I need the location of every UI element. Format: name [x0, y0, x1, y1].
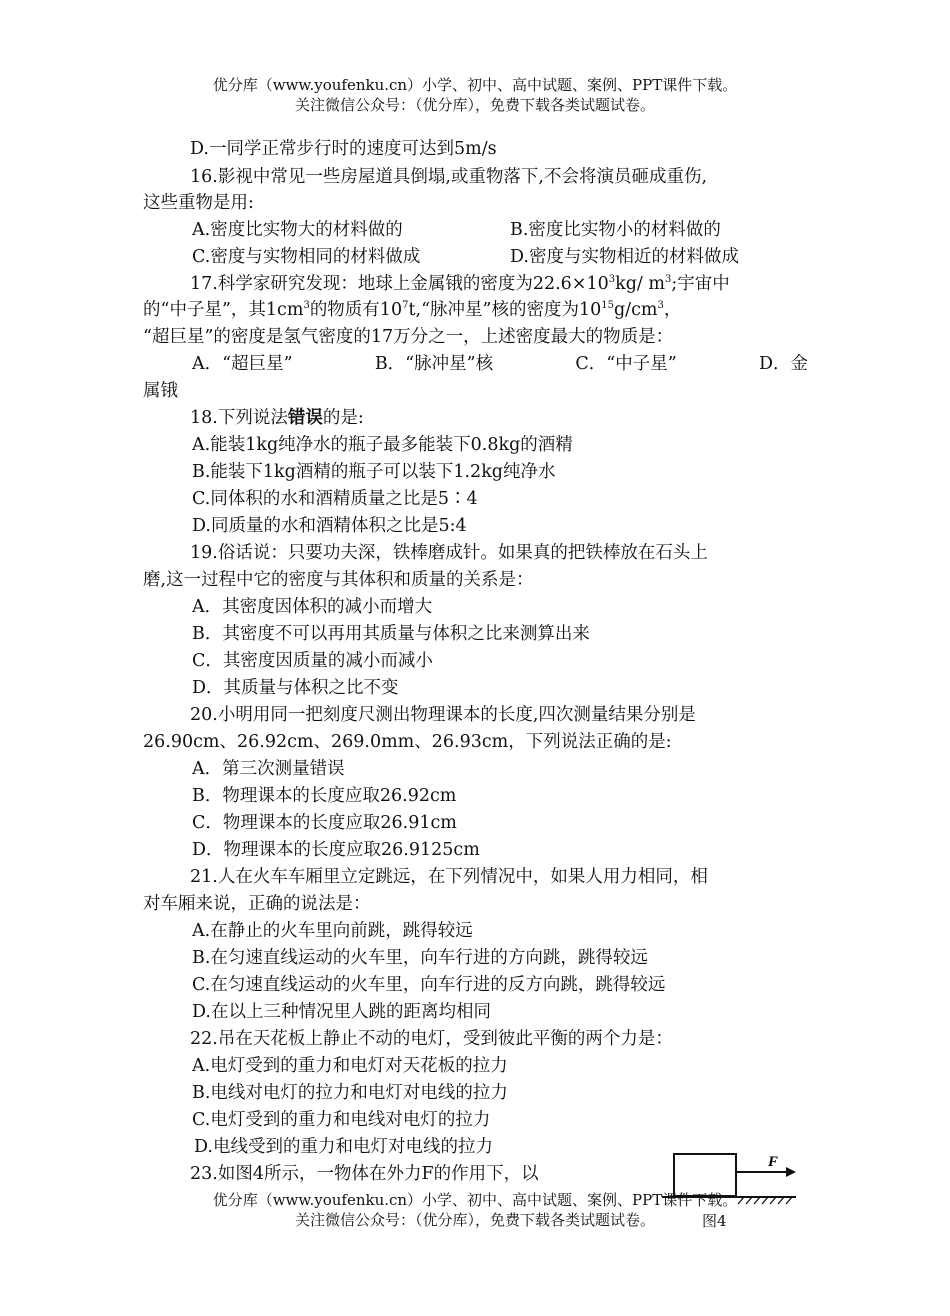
q17-stem-2: 的“中子星”，其$1cm^3$的物质有$10^7t,“$脉冲星”核的密度为$10^{15}g/cm^3$， [143, 300, 682, 320]
q16-stem-2: 这些重物是用: [143, 193, 254, 213]
force-arrow-head [786, 1167, 796, 1177]
q16-option-d: D.密度与实物相近的材料做成 [510, 247, 739, 267]
q20-option-a: A．第三次测量错误 [192, 759, 345, 779]
header-line-2: 关注微信公众号：（优分库），免费下载各类试题试卷。 [294, 96, 655, 114]
q19-option-d: D．其质量与体积之比不变 [192, 678, 399, 698]
q19-option-c: C．其密度因质量的减小而减小 [192, 651, 433, 671]
q20-option-d: D．物理课本的长度应取26.9125cm [192, 840, 480, 860]
q15-option-d: D.一同学正常步行时的速度可达到5m/s [190, 139, 497, 159]
q20-stem-1: 20.小明用同一把刻度尺测出物理课本的长度,四次测量结果分别是 [190, 705, 696, 725]
q23-stem: 23.如图4所示，一物体在外力F的作用下，以 [190, 1164, 539, 1184]
q17-option-a: A．“超巨星” [192, 354, 293, 374]
q16-option-c: C.密度与实物相同的材料做成 [192, 247, 421, 267]
q22-option-b: B.电线对电灯的拉力和电灯对电线的拉力 [192, 1083, 508, 1103]
q22-option-d: D.电线受到的重力和电灯对电线的拉力 [194, 1137, 493, 1157]
q18-option-a: A.能装1kg纯净水的瓶子最多能装下0.8kg的酒精 [192, 435, 573, 455]
q19-stem-2: 磨,这一过程中它的密度与其体积和质量的关系是： [143, 570, 534, 590]
q18-option-d: D.同质量的水和酒精体积之比是5:4 [192, 516, 467, 536]
q17-option-d-cont: 属锇 [143, 381, 178, 401]
q18-stem: 18.下列说法错误的是: [190, 408, 364, 428]
q19-stem-1: 19.俗话说：只要功夫深，铁棒磨成针。如果真的把铁棒放在石头上 [190, 543, 708, 563]
q20-stem-2: 26.90cm、26.92cm、269.0mm、26.93cm，下列说法正确的是: [143, 732, 672, 752]
q18-option-b: B.能装下1kg酒精的瓶子可以装下1.2kg纯净水 [192, 462, 556, 482]
figure-4-label: 图4 [702, 1212, 727, 1230]
q20-option-c: C．物理课本的长度应取26.91cm [192, 813, 457, 833]
q19-option-a: A．其密度因体积的减小而增大 [192, 597, 433, 617]
force-label: F [768, 1154, 779, 1170]
q22-stem: 22.吊在天花板上静止不动的电灯，受到彼此平衡的两个力是： [190, 1029, 673, 1049]
q17-option-b: B．“脉冲星”核 [374, 354, 494, 374]
footer-line-1: 优分库（www.youfenku.cn）小学、初中、高中试题、案例、PPT课件下载。 [212, 1191, 738, 1209]
q21-stem-1: 21.人在火车车厢里立定跳远，在下列情况中，如果人用力相同，相 [190, 867, 708, 887]
q22-option-c: C.电灯受到的重力和电线对电灯的拉力 [192, 1110, 491, 1130]
q21-option-d: D.在以上三种情况里人跳的距离均相同 [192, 1002, 491, 1022]
q21-option-a: A.在静止的火车里向前跳，跳得较远 [192, 921, 473, 941]
q22-option-a: A.电灯受到的重力和电灯对天花板的拉力 [192, 1056, 508, 1076]
q21-option-b: B.在匀速直线运动的火车里，向车行进的方向跳，跳得较远 [192, 948, 648, 968]
q17-stem-3: “超巨星”的密度是氢气密度的17万分之一，上述密度最大的物质是： [143, 327, 674, 347]
q21-option-c: C.在匀速直线运动的火车里，向车行进的反方向跳，跳得较远 [192, 975, 666, 995]
q20-option-b: B．物理课本的长度应取26.92cm [192, 786, 457, 806]
q17-option-d: D．金 [758, 354, 808, 374]
q18-option-c: C.同体积的水和酒精质量之比是5∶4 [192, 489, 478, 509]
q17-option-c: C．“中子星” [575, 354, 677, 374]
q16-option-a: A.密度比实物大的材料做的 [192, 220, 403, 240]
q17-stem-1: 17.科学家研究发现：地球上金属锇的密度为$22.6\times 10^3kg/$ $m^3$;宇宙中 [190, 274, 730, 294]
q19-option-b: B．其密度不可以再用其质量与体积之比来测算出来 [192, 624, 590, 644]
q21-stem-2: 对车厢来说，正确的说法是： [143, 894, 371, 914]
q16-stem-1: 16.影视中常见一些房屋道具倒塌,或重物落下,不会将演员砸成重伤, [190, 167, 708, 187]
q16-option-b: B.密度比实物小的材料做的 [510, 220, 721, 240]
q17-options [192, 351, 808, 377]
footer-line-2: 关注微信公众号：（优分库），免费下载各类试题试卷。 [294, 1211, 655, 1229]
header-line-1: 优分库（www.youfenku.cn）小学、初中、高中试题、案例、PPT课件下载。 [212, 76, 738, 94]
